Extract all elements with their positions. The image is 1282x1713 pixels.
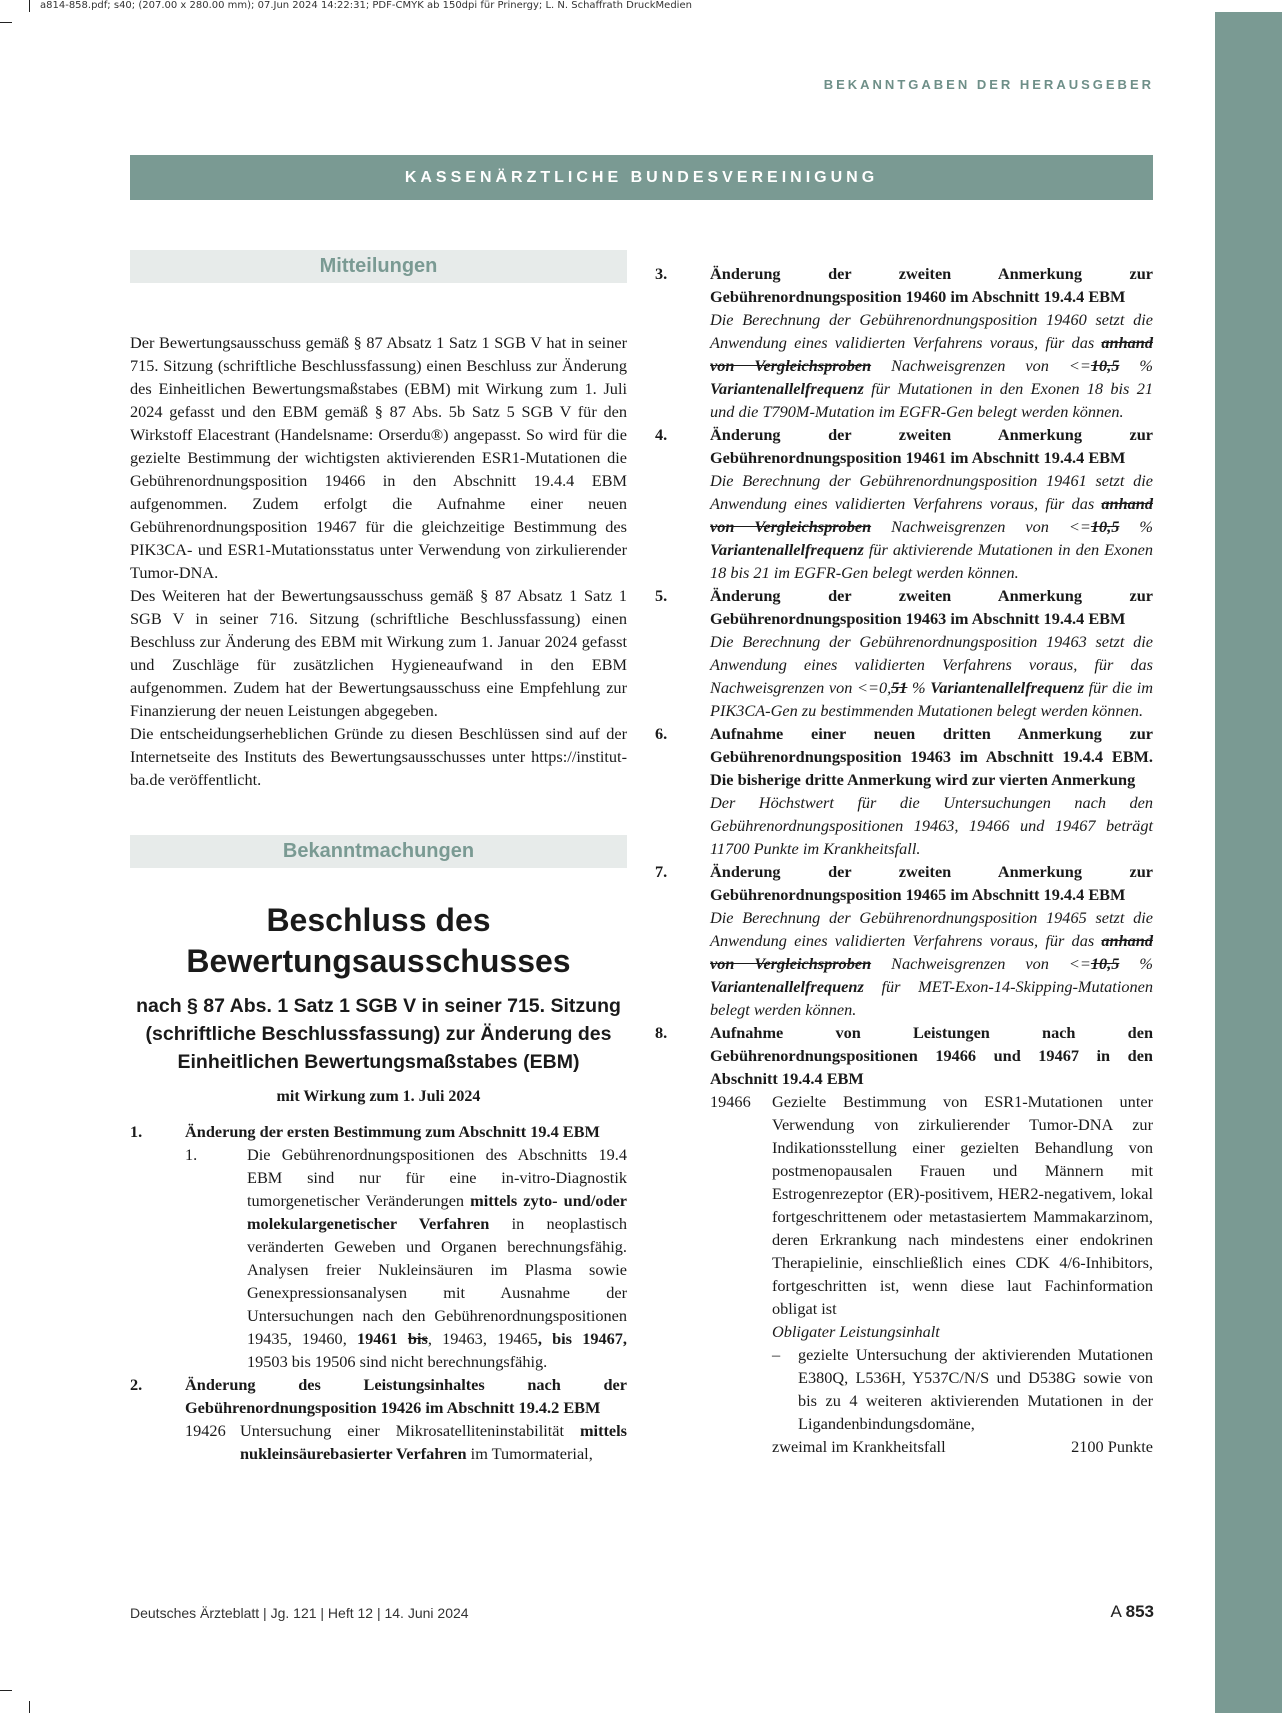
crop-mark xyxy=(29,1701,30,1713)
kbv-banner: KASSENÄRZTLICHE BUNDESVEREINIGUNG xyxy=(130,155,1153,200)
list-item: 6. Aufnahme einer neuen dritten Anmerkung zur Gebührenordnungsposition 19463 im Abschnitt 19.4.4 EBM. Die bisherige dritte Anmerkung wird zur vierten Anmerkung Der Höchstwert für die Untersuchungen nach den Gebührenordnungspositionen 19463, 19466 und 19467 beträgt 11700 Punkte im Krankheitsfall. xyxy=(655,724,1153,858)
section-heading-bekanntmachungen: Bekanntmachungen xyxy=(130,835,627,868)
list-item: 2. Änderung des Leistungsinhaltes nach der Gebührenordnungsposition 19426 im Abschnitt 19.4.2 EBM 19426 Untersuchung einer Mikrosatelliteninstabilität mittels nukleinsäurebasierter Verfahren im Tumormaterial, xyxy=(130,1375,627,1463)
sub-item: 1. Die Gebührenordnungspositionen des Abschnitts 19.4 EBM sind nur für eine in-vitro-Diagnostik tumorgenetischer Veränderungen mittels zyto- und/oder molekulargenetischer Verfahren in neoplastisch veränderten Geweben und Organen berechnungsfähig. Analysen freier Nukleinsäuren im Plasma sowie Genexpressionsanalysen mit Ausnahme der Untersuchungen nach den Gebührenordnungspositionen 19435, 19460, 19461 bis, 19463, 19465, bis 19467, 19503 bis 19506 sind nicht berechnungsfähig. xyxy=(185,1145,628,1371)
list-item: 8. Aufnahme von Leistungen nach den Gebührenordnungspositionen 19466 und 19467 in den Abschnitt 19.4.4 EBM 19466 Gezielte Bestimmung von ESR1-Mutationen unter Verwendung von zirkulierender Tumor-DNA zur Indikationsstellung einer gezielten Behandlung von postmenopausalen Frauen und Männern mit Estrogenrezeptor (ER)-positivem, HER2-negativem, lokal fortgeschrittenem oder metastasiertem Mammakarzinom, deren Erkrankung nach mindestens einer endokrinen Therapielinie, einschließlich eines CDK 4/6-Inhibitors, fortgeschritten ist, wenn diese laut Fachinformation obligat ist Obligater Leistungsinhalt – gezielte Untersuchung der aktivierenden Mutationen E380Q, L536H, Y537C/N/S und D538G sowie von bis zu 4 weiteren aktivierenden Mutationen in der Ligandenbindungsdomäne, zweimal im Krankheitsfall 2100 Punkte xyxy=(655,1023,1153,1456)
paragraph: Des Weiteren hat der Bewertungsausschuss gemäß § 87 Absatz 1 Satz 1 SGB V in seiner 716. Sitzung (schriftliche Beschlussfassung) einen Beschluss zur Änderung des EBM mit Wirkung zum 1. Januar 2024 gefasst und Zuschläge für zusätzlichen Hygieneaufwand in den EBM aufgenommen. Zudem hat der Bewertungsausschuss eine Empfehlung zur Finanzierung der neuen Leistungen abgegeben. xyxy=(130,586,627,720)
list-item: 3. Änderung der zweiten Anmerkung zur Gebührenordnungsposition 19460 im Abschnitt 19.4.4 EBM Die Berechnung der Gebührenordnungsposition 19460 setzt die Anwendung eines validierten Verfahrens voraus, für das anhand von Vergleichsproben Nachweisgrenzen von <=10,5 % Variantenallelfrequenz für Mutationen in den Exonen 18 bis 21 und die T790M-Mutation im EGFR-Gen belegt werden können. xyxy=(655,264,1153,421)
list-item: 1. Änderung der ersten Bestimmung zum Abschnitt 19.4 EBM 1. Die Gebührenordnungspositionen des Abschnitts 19.4 EBM sind nur für eine in-vitro-Diagnostik tumorgenetischer Veränderungen mittels zyto- und/oder molekulargenetischer Verfahren in neoplastisch veränderten Geweben und Organen berechnungsfähig. Analysen freier Nukleinsäuren im Plasma sowie Genexpressionsanalysen mit Ausnahme der Untersuchungen nach den Gebührenordnungspositionen 19435, 19460, 19461 bis, 19463, 19465, bis 19467, 19503 bis 19506 sind nicht berechnungsfähig. xyxy=(130,1122,628,1371)
section-heading-mitteilungen: Mitteilungen xyxy=(130,250,627,283)
list-item: 7. Änderung der zweiten Anmerkung zur Gebührenordnungsposition 19465 im Abschnitt 19.4.4 EBM Die Berechnung der Gebührenordnungsposition 19465 setzt die Anwendung eines validierten Verfahrens voraus, für das anhand von Vergleichsproben Nachweisgrenzen von <=10,5 % Variantenallelfrequenz für MET-Exon-14-Skipping-Mutationen belegt werden können. xyxy=(655,862,1153,1019)
paragraph: Der Bewertungsausschuss gemäß § 87 Absatz 1 Satz 1 SGB V hat in seiner 715. Sitzung (schriftliche Beschlussfassung) einen Beschluss zur Änderung des Einheitlichen Bewertungsmaßstabes (EBM) mit Wirkung zum 1. Juli 2024 gefasst und den EBM gemäß § 87 Abs. 5b Satz 5 SGB V für den Wirkstoff Elacestrant (Handelsname: Orserdu®) angepasst. So wird für die gezielte Bestimmung der wichtigsten aktivierenden ESR1-Mutationen die Gebührenordnungsposition 19466 in den Abschnitt 19.4.4 EBM aufgenommen. Zudem erfolgt die Aufnahme einer neuen Gebührenordnungsposition 19467 für die gleichzeitige Bestimmung des PIK3CA- und ESR1-Mutationsstatus unter Verwendung von zirkulierender Tumor-DNA. xyxy=(130,333,627,582)
crop-mark xyxy=(0,1690,12,1691)
print-slug: a814-858.pdf; s40; (207.00 x 280.00 mm); 07.Jun 2024 14:22:31; PDF-CMYK ab 150dpi für Prinergy; L. N. Schaffrath DruckMedien xyxy=(40,0,692,11)
journal-footer: Deutsches Ärzteblatt | Jg. 121 | Heft 12 | 14. Juni 2024 xyxy=(130,1605,469,1621)
effective-date: mit Wirkung zum 1. Juli 2024 xyxy=(276,1088,481,1105)
right-column xyxy=(655,262,1153,1458)
crop-mark xyxy=(0,22,12,23)
page-number: A 853 xyxy=(1110,1602,1154,1621)
side-color-bar xyxy=(1215,12,1282,1713)
paragraph: Die entscheidungserheblichen Gründe zu diesen Beschlüssen sind auf der Internetseite des Instituts des Bewertungsausschusses unter https://institut-ba.de veröffentlicht. xyxy=(130,724,627,789)
list-item: 5. Änderung der zweiten Anmerkung zur Gebührenordnungsposition 19463 im Abschnitt 19.4.4 EBM Die Berechnung der Gebührenordnungsposition 19463 setzt die Anwendung eines validierten Verfahrens voraus, für das Nachweisgrenzen von <=0,51 % Variantenallelfrequenz für die im PIK3CA-Gen zu bestimmenden Mutationen belegt werden können. xyxy=(655,586,1153,720)
section-header: BEKANNTGABEN DER HERAUSGEBER xyxy=(823,77,1154,92)
gop-entry: 19426 Untersuchung einer Mikrosatelliteninstabilität mittels nukleinsäurebasierter Verfahren im Tumormaterial, xyxy=(185,1421,627,1463)
list-item: 4. Änderung der zweiten Anmerkung zur Gebührenordnungsposition 19461 im Abschnitt 19.4.4 EBM Die Berechnung der Gebührenordnungsposition 19461 setzt die Anwendung eines validierten Verfahrens voraus, für das anhand von Vergleichsproben Nachweisgrenzen von <=10,5 % Variantenallelfrequenz für aktivierende Mutationen in den Exonen 18 bis 21 im EGFR-Gen belegt werden können. xyxy=(655,425,1153,582)
left-column xyxy=(130,250,627,1465)
resolution-subtitle: nach § 87 Abs. 1 Satz 1 SGB V in seiner 715. Sitzung (schriftliche Beschlussfassung) zur Änderung des Einheitlichen Bewertungsmaßstabes (EBM) xyxy=(136,995,621,1073)
gop-entry: 19466 Gezielte Bestimmung von ESR1-Mutationen unter Verwendung von zirkulierender Tumor-DNA zur Indikationsstellung einer gezielten Behandlung von postmenopausalen Frauen und Männern mit Estrogenrezeptor (ER)-positivem, HER2-negativem, lokal fortgeschrittenem oder metastasiertem Mammakarzinom, deren Erkrankung nach mindestens einer endokrinen Therapielinie, einschließlich eines CDK 4/6-Inhibitors, fortgeschritten ist, wenn diese laut Fachinformation obligat ist Obligater Leistungsinhalt – gezielte Untersuchung der aktivierenden Mutationen E380Q, L536H, Y537C/N/S und D538G sowie von bis zu 4 weiteren aktivierenden Mutationen in der Ligandenbindungsdomäne, zweimal im Krankheitsfall 2100 Punkte xyxy=(710,1092,1153,1456)
resolution-title: Beschluss des Bewertungsausschusses xyxy=(186,902,571,979)
crop-mark xyxy=(29,0,30,12)
